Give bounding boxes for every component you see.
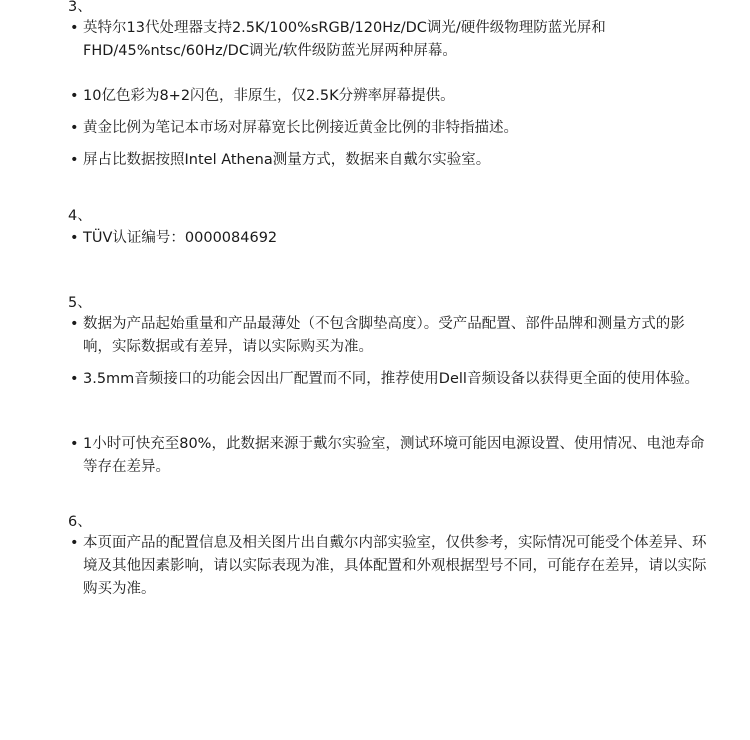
note-text: 3.5mm音频接口的功能会因出厂配置而不同，推荐使用Dell音频设备以获得更全面的使用体验。 (83, 371, 699, 387)
note-text: 1小时可快充至80%，此数据来源于戴尔实验室，测试环境可能因电源设置、使用情况、电池寿命等存在差异。 (83, 436, 705, 475)
note-text: 数据为产品起始重量和产品最薄处（不包含脚垫高度）。受产品配置、部件品牌和测量方式的影响，实际数据或有差异，请以实际购买为准。 (83, 316, 685, 355)
section-6-number: 6、 (68, 514, 92, 530)
note-text: 10亿色彩为8+2闪色，非原生，仅2.5K分辨率屏幕提供。 (83, 88, 455, 104)
bullet-icon: • (70, 371, 79, 387)
bullet-icon: • (70, 120, 79, 136)
note-text: 本页面产品的配置信息及相关图片出自戴尔内部实验室，仅供参考，实际情况可能受个体差异、环境及其他因素影响，请以实际表现为准，具体配置和外观根据型号不同，可能存在差异，请以实际购买为准。 (83, 535, 707, 597)
section-5-number: 5、 (68, 295, 92, 311)
note-text: 屏占比数据按照Intel Athena测量方式，数据来自戴尔实验室。 (83, 152, 491, 168)
bullet-icon: • (70, 20, 79, 36)
section-4-item-1 (70, 227, 710, 250)
bullet-icon: • (70, 88, 79, 104)
section-5-item-2 (70, 368, 710, 391)
section-3-item-2 (70, 85, 710, 108)
section-5-item-1 (70, 313, 710, 359)
section-5-item-3 (70, 433, 710, 479)
note-text: 黄金比例为笔记本市场对屏幕宽长比例接近黄金比例的非特指描述。 (83, 120, 518, 136)
section-6-item-1 (70, 532, 710, 601)
bullet-icon: • (70, 535, 79, 551)
section-4-number: 4、 (68, 208, 92, 224)
bullet-icon: • (70, 316, 79, 332)
bullet-icon: • (70, 436, 79, 452)
note-text: TÜV认证编号：0000084692 (83, 230, 278, 246)
bullet-icon: • (70, 152, 79, 168)
section-3-item-1 (70, 17, 710, 63)
bullet-icon: • (70, 230, 79, 246)
note-text: 英特尔13代处理器支持2.5K/100%sRGB/120Hz/DC调光/硬件级物理防蓝光屏和FHD/45%ntsc/60Hz/DC调光/软件级防蓝光屏两种屏幕。 (83, 20, 606, 59)
section-3-number: 3、 (68, 0, 92, 15)
section-3-item-3 (70, 117, 710, 140)
section-3-item-4 (70, 149, 710, 172)
